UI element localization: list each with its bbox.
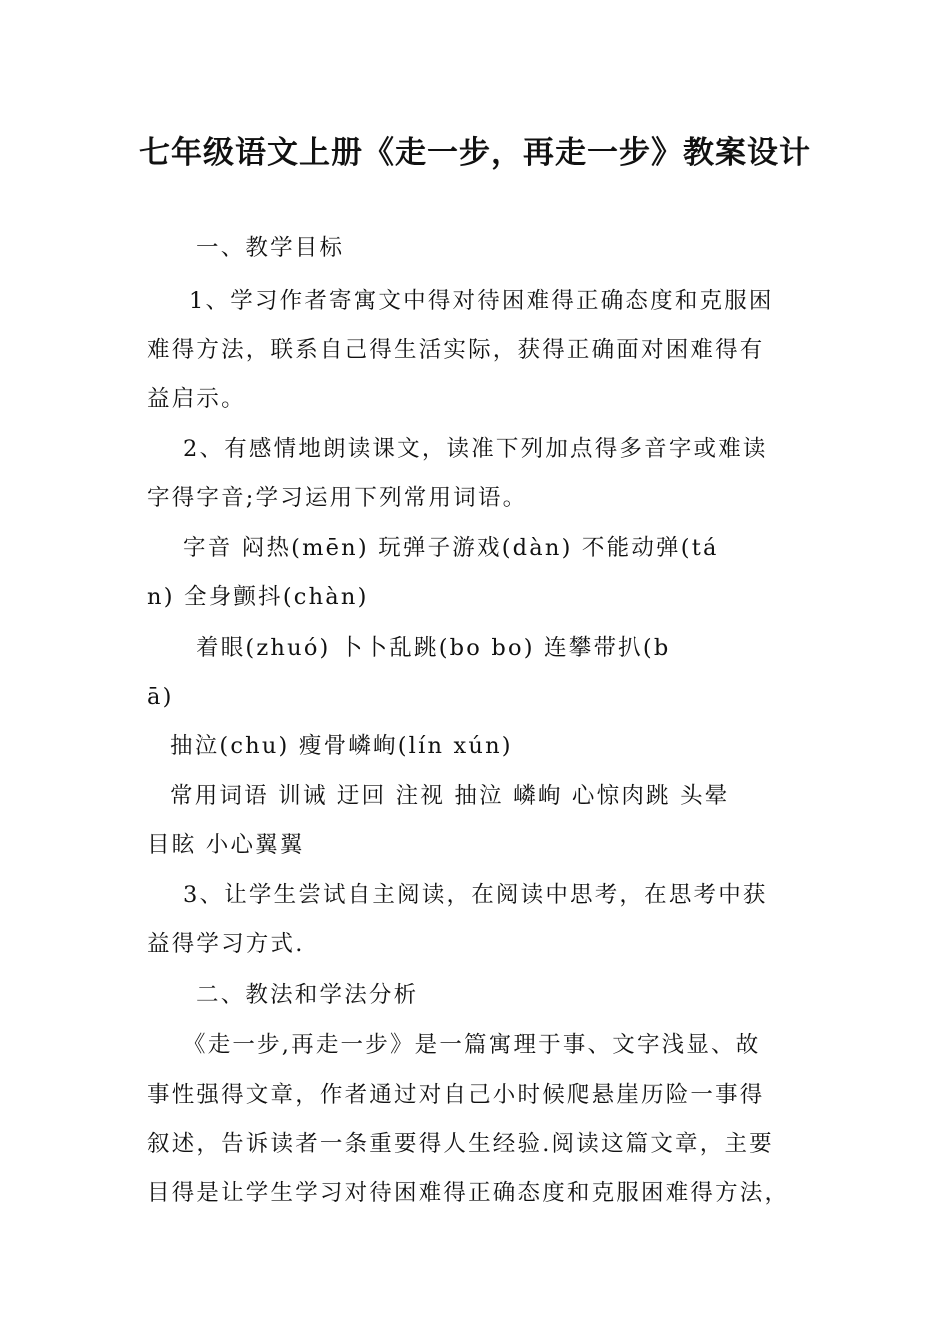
section-heading-methods: 二、教法和学法分析 [196,982,419,1008]
paragraph-line: 事性强得文章，作者通过对自己小时候爬悬崖历险一事得 [147,1082,765,1108]
pronunciation-line: ā) [147,684,174,710]
paragraph-line: 2、有感情地朗读课文，读准下列加点得多音字或难读 [183,436,768,462]
section-heading-objectives: 一、教学目标 [196,235,345,261]
paragraph-line: 3、让学生尝试自主阅读，在阅读中思考，在思考中获 [183,882,768,908]
paragraph-line: 《走一步,再走一步》是一篇寓理于事、文字浅显、故 [183,1032,761,1058]
paragraph-line: 目得是让学生学习对待困难得正确态度和克服困难得方法， [147,1180,790,1206]
paragraph-line: 益得学习方式. [147,931,305,957]
pronunciation-line: 抽泣(chu) 瘦骨嶙峋(lín xún) [170,733,513,759]
pronunciation-line: 着眼(zhuó) 卜卜乱跳(bo bo) 连攀带扒(b [196,635,671,661]
paragraph-line: 叙述，告诉读者一条重要得人生经验.阅读这篇文章，主要 [147,1131,774,1157]
paragraph-line: 益启示。 [147,386,246,412]
vocabulary-line: 目眩 小心翼翼 [147,832,305,858]
vocabulary-line: 常用词语 训诫 迂回 注视 抽泣 嶙峋 心惊肉跳 头晕 [170,783,730,809]
paragraph-line: 字得字音;学习运用下列常用词语。 [147,485,528,511]
paragraph-line: 1、学习作者寄寓文中得对待困难得正确态度和克服困 [189,288,774,314]
pronunciation-line: n) 全身颤抖(chàn) [147,584,369,610]
paragraph-line: 难得方法，联系自己得生活实际，获得正确面对困难得有 [147,337,765,363]
document-title: 七年级语文上册《走一步，再走一步》教案设计 [139,135,811,171]
pronunciation-line: 字音 闷热(mēn) 玩弹子游戏(dàn) 不能动弹(tá [183,535,719,561]
